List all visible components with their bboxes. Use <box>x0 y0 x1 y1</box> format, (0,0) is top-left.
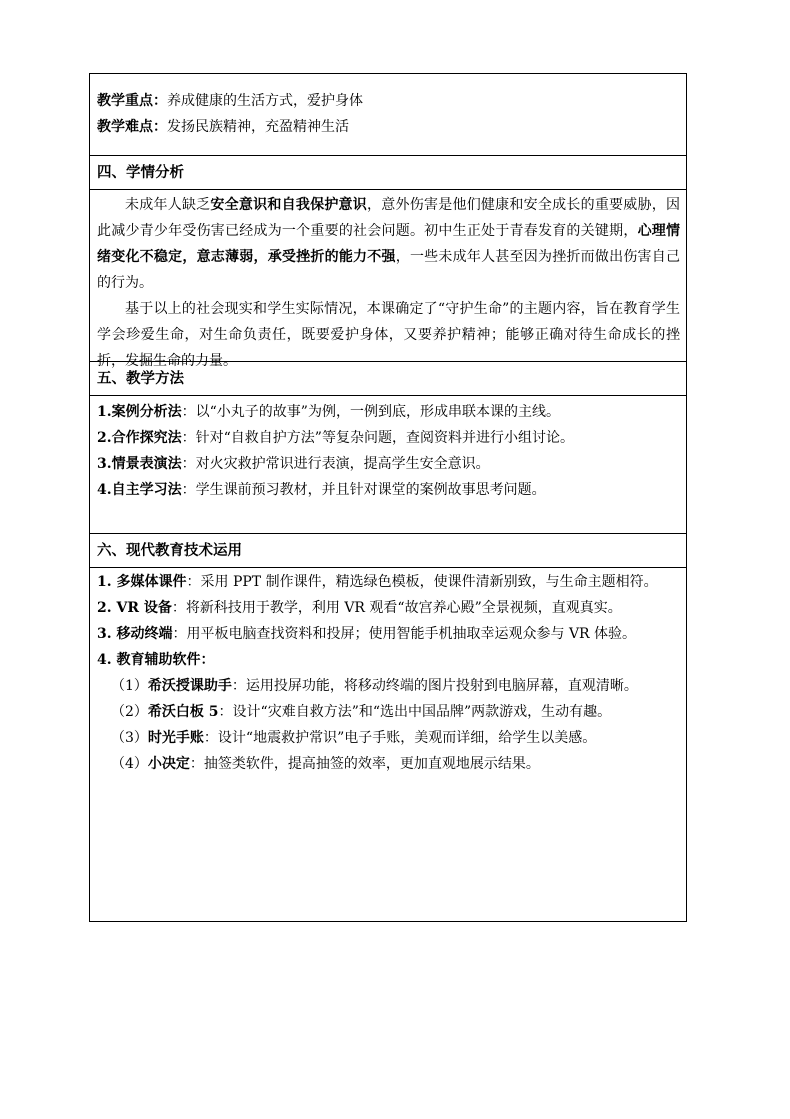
key-point-label: 教学重点： <box>97 93 167 109</box>
p1-text-c: ，意外伤害是他们健康和安全成长的重要威胁，因此减少青少年受伤害已经成为一个重要的社会问题。初中生正处于青春发育的关键期， <box>97 197 681 239</box>
lesson-plan-table <box>89 73 687 922</box>
section4-heading: 四、学情分析 <box>90 156 686 190</box>
software-num: （4） <box>111 756 148 772</box>
software-text: ：设计“灾难自救方法”和“选出中国品牌”两款游戏，生动有趣。 <box>218 704 612 720</box>
focus-cell <box>90 74 686 156</box>
tech-label: 3. 移动终端 <box>97 626 173 642</box>
method-item <box>97 451 680 477</box>
tech-label: 1. 多媒体课件 <box>97 574 187 590</box>
tech-label: 2. VR 设备 <box>97 600 172 616</box>
method-item <box>97 425 680 451</box>
tech-label: 4. 教育辅助软件： <box>97 652 215 668</box>
software-item <box>97 699 680 725</box>
method-text: ：以“小丸子的故事”为例，一例到底，形成串联本课的主线。 <box>181 404 560 420</box>
student-analysis-paragraph-2: 基于以上的社会现实和学生实际情况，本课确定了“守护生命”的主题内容，旨在教育学生学会珍爱生命，对生命负责任，既要爱护身体，又要养护精神；能够正确对待生命成长的挫折，发掘生命的力量。 <box>97 301 680 369</box>
software-label: 小决定 <box>147 756 190 772</box>
software-text: ：设计“地震救护常识”电子手账，美观而详细，给学生以美感。 <box>203 730 597 746</box>
key-point-line <box>97 88 680 114</box>
software-text: ：抽签类软件，提高抽签的效率，更加直观地展示结果。 <box>189 756 540 772</box>
software-label: 时光手账 <box>147 730 204 746</box>
software-item <box>97 673 680 699</box>
tech-text: ：采用 PPT 制作课件，精选绿色模板，使课件清新别致，与生命主题相符。 <box>186 574 658 590</box>
method-label: 3.情景表演法 <box>97 456 182 472</box>
method-text: ：针对“自救自护方法”等复杂问题，查阅资料并进行小组讨论。 <box>181 430 574 446</box>
difficulty-text: 发扬民族精神，充盈精神生活 <box>167 119 349 135</box>
tech-item <box>97 621 680 647</box>
method-text: ：学生课前预习教材，并且针对课堂的案例故事思考问题。 <box>181 482 546 498</box>
method-item <box>97 399 680 425</box>
software-text: ：运用投屏功能，将移动终端的图片投射到电脑屏幕，直观清晰。 <box>231 678 638 694</box>
software-num: （3） <box>111 730 148 746</box>
tech-text: ：将新科技用于教学，利用 VR 观看“故宫养心殿”全景视频，直观真实。 <box>171 600 622 616</box>
method-text: ：对火灾救护常识进行表演，提高学生安全意识。 <box>181 456 490 472</box>
difficulty-line <box>97 114 680 140</box>
section5-body <box>90 396 686 534</box>
method-label: 1.案例分析法 <box>97 404 182 420</box>
software-item <box>97 751 680 777</box>
tech-item <box>97 569 680 595</box>
software-num: （1） <box>111 678 148 694</box>
software-label: 希沃授课助手 <box>147 678 232 694</box>
p1-bold-d: 心理情绪变化不稳定，意志薄弱，承受挫折的能力不强 <box>97 223 681 265</box>
method-item <box>97 477 680 503</box>
software-item <box>97 725 680 751</box>
key-point-text: 养成健康的生活方式，爱护身体 <box>167 93 363 109</box>
software-label: 希沃白板 5 <box>147 704 219 720</box>
p1-text-a: 未成年人缺乏 <box>125 197 211 213</box>
section6-heading: 六、现代教育技术运用 <box>90 534 686 568</box>
p1-bold-b: 安全意识和自我保护意识 <box>210 197 368 213</box>
section6-body <box>90 568 686 921</box>
difficulty-label: 教学难点： <box>97 119 167 135</box>
method-label: 4.自主学习法 <box>97 482 182 498</box>
method-label: 2.合作探究法 <box>97 430 182 446</box>
tech-text: ：用平板电脑查找资料和投屏；使用智能手机抽取幸运观众参与 VR 体验。 <box>172 626 637 642</box>
section5-heading: 五、教学方法 <box>90 362 686 396</box>
student-analysis-paragraph-1 <box>97 192 680 296</box>
software-num: （2） <box>111 704 148 720</box>
p1-text-e: ，一些未成年人甚至因为挫折而做出伤害自己的行为。 <box>97 249 681 291</box>
tech-item <box>97 647 680 673</box>
tech-item <box>97 595 680 621</box>
section4-body <box>90 190 686 369</box>
